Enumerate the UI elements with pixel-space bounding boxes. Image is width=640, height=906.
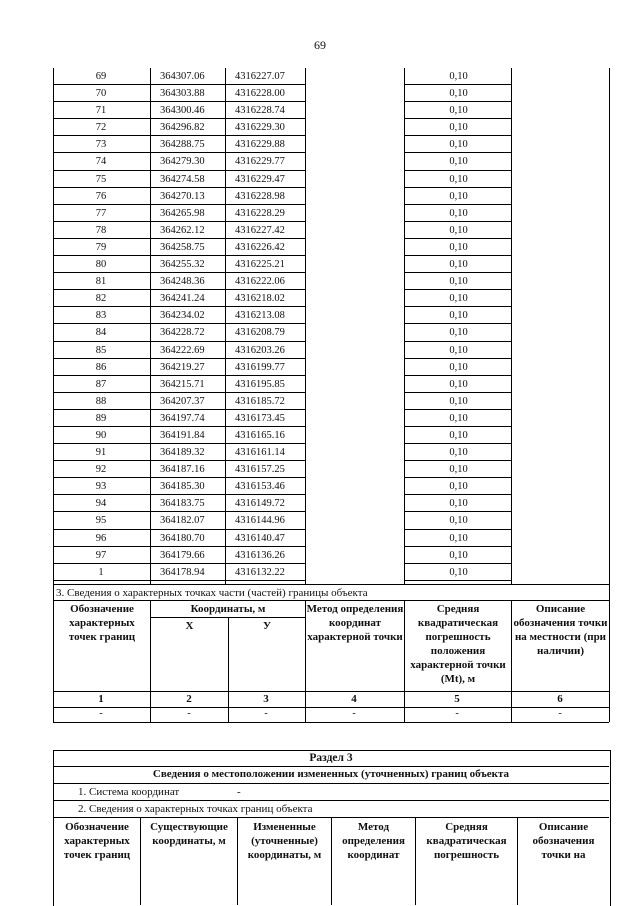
coordinate-y: 4316218.02 <box>235 293 285 305</box>
point-number: 83 <box>95 310 107 322</box>
coordinate-x: 364179.66 <box>160 549 205 561</box>
table-row <box>53 153 609 170</box>
coordinate-x: 364182.07 <box>160 515 205 527</box>
point-number: 92 <box>95 464 107 476</box>
section-3-subtitle: Сведения о местоположении измененных (уточненных) границ объекта <box>152 768 510 780</box>
coordinate-x: 364219.27 <box>160 361 205 373</box>
accuracy-value: 0,10 <box>449 241 468 253</box>
coordinate-x: 364228.72 <box>160 327 205 339</box>
point-number: 84 <box>95 327 107 339</box>
table-border-col2 <box>150 68 151 584</box>
part-points-title: 3. Сведения о характерных точках части (частей) границы объекта <box>56 587 368 599</box>
point-number: 1 <box>98 566 104 578</box>
header-coordinates: Координаты, м <box>190 603 266 615</box>
table-row <box>53 68 609 85</box>
accuracy-value: 0,10 <box>449 378 468 390</box>
coordinate-system-value: - <box>237 786 241 798</box>
accuracy-value: 0,10 <box>449 122 468 134</box>
coordinate-y: 4316229.30 <box>235 122 285 134</box>
accuracy-value: 0,10 <box>449 464 468 476</box>
coordinate-x: 364183.75 <box>160 498 205 510</box>
coordinate-y: 4316229.47 <box>235 173 285 185</box>
coordinate-y: 4316203.26 <box>235 344 285 356</box>
accuracy-value: 0,10 <box>449 344 468 356</box>
point-number: 73 <box>95 139 107 151</box>
coordinate-x: 364270.13 <box>160 190 205 202</box>
coordinate-x: 364178.94 <box>160 566 205 578</box>
point-number: 71 <box>95 105 107 117</box>
point-number: 85 <box>95 344 107 356</box>
table-row <box>53 376 609 393</box>
coordinate-y: 4316228.29 <box>235 207 285 219</box>
coordinate-y: 4316229.88 <box>235 139 285 151</box>
empty-value: - <box>455 708 459 719</box>
coordinate-x: 364303.88 <box>160 88 205 100</box>
coordinate-x: 364265.98 <box>160 207 205 219</box>
point-number: 76 <box>95 190 107 202</box>
point-number: 77 <box>95 207 107 219</box>
coordinate-y: 4316161.14 <box>235 447 285 459</box>
accuracy-value: 0,10 <box>449 276 468 288</box>
accuracy-value: 0,10 <box>449 259 468 271</box>
table-border-col5 <box>404 68 405 584</box>
s3-header-accuracy: Средняя квадратическая погрешность <box>426 821 507 861</box>
coordinate-x: 364187.16 <box>160 464 205 476</box>
accuracy-value: 0,10 <box>449 293 468 305</box>
coordinate-y: 4316144.96 <box>235 515 285 527</box>
coordinate-x: 364207.37 <box>160 395 205 407</box>
point-number: 89 <box>95 412 107 424</box>
coordinate-x: 364234.02 <box>160 310 205 322</box>
coordinate-y: 4316228.74 <box>235 105 285 117</box>
column-number: 4 <box>351 693 357 705</box>
divider <box>53 722 609 723</box>
header-method: Метод определения координат характерной точки <box>306 603 404 643</box>
point-number: 82 <box>95 293 107 305</box>
table-row <box>53 119 609 136</box>
table-row <box>53 342 609 359</box>
point-number: 94 <box>95 498 107 510</box>
point-number: 70 <box>95 88 107 100</box>
s3-header-point-designation: Обозначение характерных точек границ <box>63 821 131 861</box>
point-number: 79 <box>95 241 107 253</box>
divider <box>53 766 609 767</box>
table-row <box>53 512 609 529</box>
coordinate-x: 364279.30 <box>160 156 205 168</box>
accuracy-value: 0,10 <box>449 327 468 339</box>
header-point-designation: Обозначение характерных точек границ <box>68 603 136 643</box>
header-accuracy: Средняя квадратическая погрешность положения характерной точки (Mt), м <box>410 603 506 685</box>
accuracy-value: 0,10 <box>449 190 468 202</box>
accuracy-value: 0,10 <box>449 515 468 527</box>
point-number: 91 <box>95 447 107 459</box>
table-row <box>53 222 609 239</box>
coordinate-y: 4316228.98 <box>235 190 285 202</box>
coordinates-table <box>53 68 609 581</box>
coordinate-y: 4316195.85 <box>235 378 285 390</box>
table-row <box>53 530 609 547</box>
table-row <box>53 256 609 273</box>
accuracy-value: 0,10 <box>449 88 468 100</box>
coordinate-x: 364180.70 <box>160 532 205 544</box>
table-row <box>53 239 609 256</box>
accuracy-value: 0,10 <box>449 173 468 185</box>
coordinate-x: 364248.36 <box>160 276 205 288</box>
coordinate-x: 364296.82 <box>160 122 205 134</box>
table-row <box>53 410 609 427</box>
table-row <box>53 188 609 205</box>
divider <box>53 800 609 801</box>
coordinate-x: 364185.30 <box>160 481 205 493</box>
empty-value: - <box>264 708 268 719</box>
divider <box>53 783 609 784</box>
table-row <box>53 547 609 564</box>
coordinate-y: 4316199.77 <box>235 361 285 373</box>
empty-value: - <box>352 708 356 719</box>
header-x: Х <box>185 620 194 632</box>
table-row <box>53 85 609 102</box>
column-number: 3 <box>263 693 269 705</box>
points-info-label: 2. Сведения о характерных точках границ объекта <box>78 803 313 815</box>
table-row <box>53 102 609 119</box>
divider <box>609 584 610 722</box>
empty-value: - <box>187 708 191 719</box>
accuracy-value: 0,10 <box>449 207 468 219</box>
coordinate-y: 4316228.00 <box>235 88 285 100</box>
coordinate-y: 4316226.42 <box>235 241 285 253</box>
accuracy-value: 0,10 <box>449 498 468 510</box>
divider <box>53 600 609 601</box>
point-number: 78 <box>95 224 107 236</box>
coordinate-y: 4316153.46 <box>235 481 285 493</box>
coordinate-y: 4316173.45 <box>235 412 285 424</box>
table-border-col4 <box>305 68 306 584</box>
accuracy-value: 0,10 <box>449 105 468 117</box>
column-number: 5 <box>454 693 460 705</box>
accuracy-value: 0,10 <box>449 447 468 459</box>
s3-header-existing-coords: Существующие координаты, м <box>150 821 228 847</box>
coordinate-y: 4316165.16 <box>235 429 285 441</box>
coordinate-x: 364300.46 <box>160 105 205 117</box>
column-number: 2 <box>186 693 192 705</box>
point-number: 75 <box>95 173 107 185</box>
accuracy-value: 0,10 <box>449 566 468 578</box>
table-row <box>53 478 609 495</box>
accuracy-value: 0,10 <box>449 310 468 322</box>
coordinate-x: 364191.84 <box>160 429 205 441</box>
point-number: 81 <box>95 276 107 288</box>
coordinate-y: 4316140.47 <box>235 532 285 544</box>
table-row <box>53 444 609 461</box>
table-row <box>53 307 609 324</box>
accuracy-value: 0,10 <box>449 361 468 373</box>
coordinate-y: 4316157.25 <box>235 464 285 476</box>
coordinate-y: 4316132.22 <box>235 566 285 578</box>
table-row <box>53 461 609 478</box>
coordinate-x: 364197.74 <box>160 412 205 424</box>
section-3-title: Раздел 3 <box>309 752 353 764</box>
table-row <box>53 136 609 153</box>
coordinate-x: 364222.69 <box>160 344 205 356</box>
coordinate-y: 4316149.72 <box>235 498 285 510</box>
coordinate-x: 364307.06 <box>160 71 205 82</box>
row-divider <box>404 580 511 581</box>
point-number: 96 <box>95 532 107 544</box>
coordinate-x: 364241.24 <box>160 293 205 305</box>
accuracy-value: 0,10 <box>449 532 468 544</box>
point-number: 86 <box>95 361 107 373</box>
coordinate-x: 364215.71 <box>160 378 205 390</box>
table-border-col3 <box>225 68 226 584</box>
accuracy-value: 0,10 <box>449 429 468 441</box>
table-border-left <box>53 68 54 584</box>
accuracy-value: 0,10 <box>449 139 468 151</box>
coordinate-x: 364255.32 <box>160 259 205 271</box>
table-row <box>53 273 609 290</box>
empty-value: - <box>558 708 562 719</box>
table-row <box>53 427 609 444</box>
column-number: 6 <box>557 693 563 705</box>
divider <box>53 691 609 692</box>
accuracy-value: 0,10 <box>449 395 468 407</box>
row-divider <box>53 580 305 581</box>
point-number: 88 <box>95 395 107 407</box>
coordinate-system-label: 1. Система координат <box>78 786 180 798</box>
column-number: 1 <box>98 693 104 705</box>
s3-header-description: Описание обозначения точки на <box>532 821 595 861</box>
divider <box>53 584 54 722</box>
accuracy-value: 0,10 <box>449 71 468 82</box>
accuracy-value: 0,10 <box>449 412 468 424</box>
table-row <box>53 393 609 410</box>
point-number: 95 <box>95 515 107 527</box>
coordinate-y: 4316229.77 <box>235 156 285 168</box>
coordinate-y: 4316227.07 <box>235 71 285 82</box>
s3-header-changed-coords: Измененные (уточненные) координаты, м <box>247 821 322 861</box>
accuracy-value: 0,10 <box>449 156 468 168</box>
coordinate-y: 4316213.08 <box>235 310 285 322</box>
point-number: 69 <box>95 71 107 82</box>
point-number: 93 <box>95 481 107 493</box>
coordinate-x: 364189.32 <box>160 447 205 459</box>
accuracy-value: 0,10 <box>449 224 468 236</box>
point-number: 97 <box>95 549 107 561</box>
coordinate-x: 364262.12 <box>160 224 205 236</box>
table-row <box>53 359 609 376</box>
table-row <box>53 495 609 512</box>
coordinate-x: 364288.75 <box>160 139 205 151</box>
coordinate-y: 4316227.42 <box>235 224 285 236</box>
coordinate-y: 4316222.06 <box>235 276 285 288</box>
accuracy-value: 0,10 <box>449 549 468 561</box>
accuracy-value: 0,10 <box>449 481 468 493</box>
coordinate-x: 364274.58 <box>160 173 205 185</box>
table-border-right <box>609 68 610 584</box>
table-row <box>53 324 609 341</box>
table-border-col6 <box>511 68 512 584</box>
point-number: 90 <box>95 429 107 441</box>
point-number: 74 <box>95 156 107 168</box>
empty-value: - <box>99 708 103 719</box>
table-row <box>53 564 609 581</box>
coordinate-x: 364258.75 <box>160 241 205 253</box>
s3-header-method: Метод определения координат <box>342 821 405 861</box>
table-row <box>53 290 609 307</box>
page-number: 69 <box>314 38 326 52</box>
header-y: У <box>262 620 272 632</box>
coordinate-y: 4316208.79 <box>235 327 285 339</box>
divider <box>53 707 609 708</box>
coordinate-y: 4316225.21 <box>235 259 285 271</box>
coordinate-y: 4316185.72 <box>235 395 285 407</box>
coordinate-y: 4316136.26 <box>235 549 285 561</box>
header-description: Описание обозначения точки на местности (при наличии) <box>513 603 608 657</box>
table-row <box>53 171 609 188</box>
point-number: 72 <box>95 122 107 134</box>
point-number: 80 <box>95 259 107 271</box>
table-row <box>53 205 609 222</box>
point-number: 87 <box>95 378 107 390</box>
